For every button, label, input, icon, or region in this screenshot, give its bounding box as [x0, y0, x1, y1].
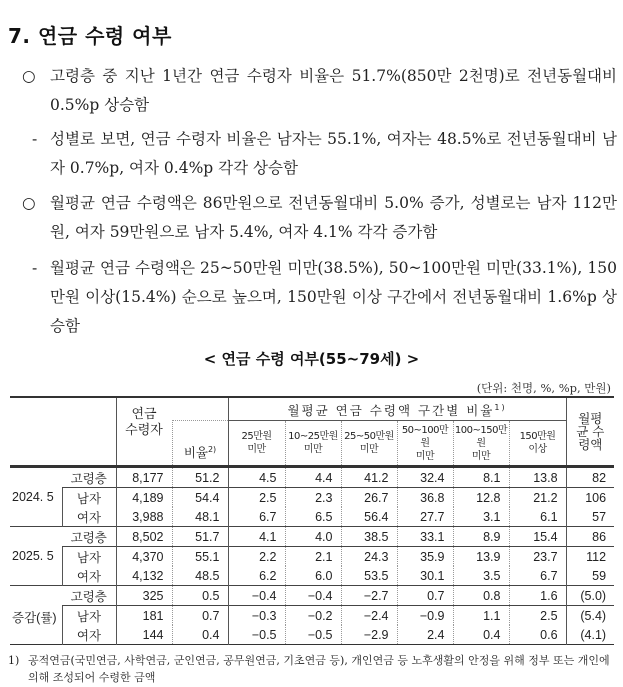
section-title: 7. 연금 수령 여부: [8, 24, 172, 48]
row-category: 여자: [62, 566, 116, 586]
cell: 4.0: [285, 527, 341, 547]
header-corner: [10, 397, 116, 467]
cell: 3,988: [116, 507, 172, 527]
cell: −0.9: [397, 606, 453, 626]
table-unit: (단위: 천명, %, %p, 만원): [476, 381, 611, 395]
row-category: 고령층: [62, 586, 116, 606]
cell: (5.4): [566, 606, 614, 626]
header-bracket-4: 100~150만원 미만: [453, 421, 509, 467]
cell: 4.5: [228, 467, 285, 488]
cell: 32.4: [397, 467, 453, 488]
cell: 4,370: [116, 547, 172, 567]
paragraph-amount-brackets: [32, 254, 617, 341]
cell: 48.1: [172, 507, 228, 527]
cell: 23.7: [509, 547, 566, 567]
footnote: [8, 652, 613, 686]
cell: 8.9: [453, 527, 509, 547]
cell: −0.5: [228, 625, 285, 645]
ratio-label: 비율: [183, 445, 208, 460]
avg-amount-label: 월평균 수령액: [576, 411, 605, 452]
cell: 2.1: [285, 547, 341, 567]
cell: 3.1: [453, 507, 509, 527]
cell: 181: [116, 606, 172, 626]
cell: 36.8: [397, 488, 453, 508]
cell: 1.1: [453, 606, 509, 626]
cell: 2.3: [285, 488, 341, 508]
cell: 6.7: [509, 566, 566, 586]
cell: −0.4: [228, 586, 285, 606]
cell: 13.9: [453, 547, 509, 567]
cell: 0.4: [172, 625, 228, 645]
cell: 6.1: [509, 507, 566, 527]
table-row: [10, 586, 614, 606]
cell: −0.3: [228, 606, 285, 626]
row-category: 남자: [62, 488, 116, 508]
cell: 26.7: [341, 488, 397, 508]
bracket-group-label: 월평균 연금 수령액 구간별 비율: [287, 403, 495, 419]
table-row: [10, 488, 614, 508]
cell: 1.6: [509, 586, 566, 606]
cell: 8.1: [453, 467, 509, 488]
cell: 27.7: [397, 507, 453, 527]
footnote-ref: 2): [207, 444, 217, 454]
row-category: 여자: [62, 625, 116, 645]
table-row: [10, 566, 614, 586]
row-category: 고령층: [62, 527, 116, 547]
header-bracket-3: 50~100만원 미만: [397, 421, 453, 467]
cell: 144: [116, 625, 172, 645]
paragraph-text: 월평균 연금 수령액은 25~50만원 미만(38.5%), 50~100만원 미만(33.1%), 150만원 이상(15.4%) 순으로 높으며, 150만원 이상 구간에서 전년동월대비 1.6%p 상승함: [50, 259, 617, 335]
cell: 8,502: [116, 527, 172, 547]
cell: 35.9: [397, 547, 453, 567]
row-category: 고령층: [62, 467, 116, 488]
cell: 15.4: [509, 527, 566, 547]
cell: 6.2: [228, 566, 285, 586]
cell: 56.4: [341, 507, 397, 527]
footnote-marker: 1): [8, 654, 20, 667]
dash-bullet-icon: -: [32, 259, 38, 277]
row-category: 남자: [62, 547, 116, 567]
header-bracket-1: 10~25만원 미만: [285, 421, 341, 467]
cell: 6.5: [285, 507, 341, 527]
group-label-spacer: [10, 467, 62, 488]
table-row: [10, 507, 614, 527]
dash-bullet-icon: -: [32, 130, 38, 148]
cell: 4,189: [116, 488, 172, 508]
cell: −0.2: [285, 606, 341, 626]
header-ratio: [172, 421, 228, 467]
header-bracket-group: [228, 397, 566, 421]
cell: (4.1): [566, 625, 614, 645]
paragraph-gender-ratio: [32, 125, 617, 183]
footnote-text: 공적연금(국민연금, 사학연금, 군인연금, 공무원연금, 기초연금 등), 개인연금 등 노후생활의 안정을 위해 정부 또는 개인에 의해 조성되어 수령한 금액: [28, 654, 610, 684]
cell: 4.4: [285, 467, 341, 488]
cell: 4,132: [116, 566, 172, 586]
cell: 53.5: [341, 566, 397, 586]
group-label: 2025. 5: [12, 548, 54, 563]
group-label: 증감(률): [12, 610, 57, 625]
cell: 0.6: [509, 625, 566, 645]
paragraph-text: 월평균 연금 수령액은 86만원으로 전년동월대비 5.0% 증가, 성별로는 남자 112만원, 여자 59만원으로 남자 5.4%, 여자 4.1% 각각 증가함: [50, 194, 617, 241]
paragraph-recipient-ratio: [22, 62, 617, 120]
cell: 8,177: [116, 467, 172, 488]
cell: −0.5: [285, 625, 341, 645]
table-title: < 연금 수령 여부(55~79세) >: [203, 350, 420, 368]
cell: 55.1: [172, 547, 228, 567]
paragraph-avg-amount: [22, 189, 617, 247]
table-row: [10, 625, 614, 645]
row-category: 여자: [62, 507, 116, 527]
header-bracket-2: 25~50만원 미만: [341, 421, 397, 467]
cell: 0.8: [453, 586, 509, 606]
circle-bullet-icon: ○: [22, 67, 36, 85]
cell: 48.5: [172, 566, 228, 586]
cell: 86: [566, 527, 614, 547]
cell: 0.5: [172, 586, 228, 606]
cell: 4.1: [228, 527, 285, 547]
cell: −0.4: [285, 586, 341, 606]
cell: 2.4: [397, 625, 453, 645]
cell: (5.0): [566, 586, 614, 606]
cell: 51.7: [172, 527, 228, 547]
cell: 112: [566, 547, 614, 567]
cell: 12.8: [453, 488, 509, 508]
cell: 51.2: [172, 467, 228, 488]
cell: 106: [566, 488, 614, 508]
cell: 2.5: [228, 488, 285, 508]
circle-bullet-icon: ○: [22, 194, 36, 212]
cell: 57: [566, 507, 614, 527]
cell: 2.5: [509, 606, 566, 626]
cell: 41.2: [341, 467, 397, 488]
cell: 325: [116, 586, 172, 606]
header-recipients: [116, 406, 172, 467]
cell: 59: [566, 566, 614, 586]
cell: 6.0: [285, 566, 341, 586]
table-row: [10, 467, 614, 488]
header-avg-amount: [566, 397, 614, 467]
cell: 0.4: [453, 625, 509, 645]
pension-table: [10, 396, 614, 645]
cell: 21.2: [509, 488, 566, 508]
recipients-label: 연금 수령자: [125, 406, 163, 438]
cell: 0.7: [397, 586, 453, 606]
group-label: 2024. 5: [12, 489, 54, 504]
cell: 3.5: [453, 566, 509, 586]
cell: 2.2: [228, 547, 285, 567]
cell: 38.5: [341, 527, 397, 547]
cell: 30.1: [397, 566, 453, 586]
footnote-ref: 1): [494, 402, 507, 412]
group-label-spacer: [10, 586, 62, 606]
cell: 13.8: [509, 467, 566, 488]
cell: 54.4: [172, 488, 228, 508]
paragraph-text: 성별로 보면, 연금 수령자 비율은 남자는 55.1%, 여자는 48.5%로 전년동월대비 남자 0.7%p, 여자 0.4%p 각각 상승함: [50, 130, 617, 177]
group-label-spacer: [10, 527, 62, 547]
table-row: [10, 527, 614, 547]
cell: 0.7: [172, 606, 228, 626]
cell: 6.7: [228, 507, 285, 527]
cell: 24.3: [341, 547, 397, 567]
header-bracket-0: 25만원 미만: [228, 421, 285, 467]
table-row: [10, 547, 614, 567]
cell: 33.1: [397, 527, 453, 547]
cell: −2.7: [341, 586, 397, 606]
paragraph-text: 고령층 중 지난 1년간 연금 수령자 비율은 51.7%(850만 2천명)로 전년동월대비 0.5%p 상승함: [50, 67, 617, 114]
cell: 82: [566, 467, 614, 488]
cell: −2.4: [341, 606, 397, 626]
header-bracket-5: 150만원 이상: [509, 421, 566, 467]
row-category: 남자: [62, 606, 116, 626]
cell: −2.9: [341, 625, 397, 645]
table-row: [10, 606, 614, 626]
